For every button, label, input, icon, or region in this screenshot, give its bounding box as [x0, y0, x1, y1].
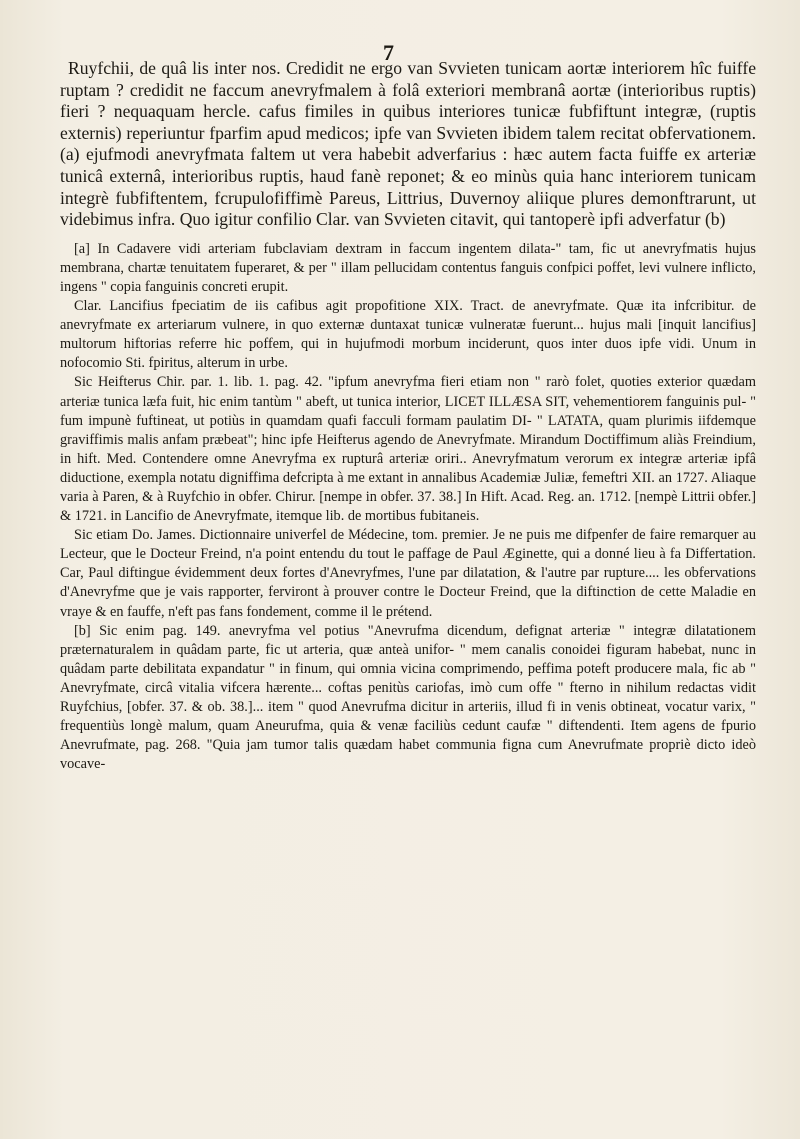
footnotes [60, 240, 756, 775]
footnote-heisterus: Sic Heifterus Chir. par. 1. lib. 1. pag. 42. "ipfum anevryfma fieri etiam non " rarò folet, quoties exterior quædam arteriæ tunica læfa fuit, hic enim tantùm " abeft, ut tunica interior, LICET ILLÆSA SIT, vehementiorem fanguinis pul- " fum impunè fuftineat, ut potiùs in quamdam quafi facculi formam paulatim DI- " LATATA, quam plurimis iifdemque graviffimis malis anfam præbeat"; hinc ipfe Heifterus agendo de Anevryfmate. Mirandum Doctiffimum aliàs Freindium, in hift. Med. Contendere omne Anevryfma ex rupturâ arteriæ oriri.. Anevryfmatum verorum ex integræ arteriæ ipfâ diductione, exempla notatu digniffima defcripta à me extant in annalibus Academiæ Juliæ, femeftri XII. an 1727. Aliaque varia à Paren, & à Ruyfchio in obfer. Chirur. [nempe in obfer. 37. 38.] In Hift. Acad. Reg. an. 1712. [nempè Littrii obfer.] & 1721. in Lancifio de Anevryfmate, itemque lib. de mortibus fubitaneis. [60, 374, 756, 525]
main-text [60, 58, 756, 231]
footnote-b: [b] Sic enim pag. 149. anevryfma vel potius "Anevrufma dicendum, defignat arteriæ " integræ dilatationem præternaturalem in quâdam parte, fic ut arteria, quæ anteà unifor- " mem canalis conoidei figuram habebat, nunc in quâdam parte debilitata expandatur " in finum, qui omnia vicina comprimendo, peffima poteft producere mala, fic ab " Anevryfmate, circâ vitalia vifcera hærente... coftas penitùs cariofas, imò cum offe " fterno in nihilum redactas vidit Ruyfchius, [obfer. 37. & ob. 38.]... item " quod Anevrufma dicitur in arteriis, illud fi in venis obtineat, vocatur varix, " frequentiùs longè malum, quam Aneurufma, quia & venæ faciliùs cedunt caufæ " diftendenti. Item agens de fpurio Anevrufmate, pag. 268. "Quia jam tumor talis quædam habet communia figna cum Anevrufmate propriè dicto ideò vocave- [60, 622, 756, 773]
page-number: 7 [383, 40, 394, 65]
main-paragraph: Ruyfchii, de quâ lis inter nos. Credidit ne ergo van Svvieten tunicam aortæ interiorem hîc fuiffe ruptam ? credidit ne faccum anevryfmalem à folâ exteriori membranâ aortæ (interioribus ruptis) fieri ? nequaquam hercle. cafus fimiles in quibus interiores tunicæ fubfiftunt integræ, (ruptis externis) reperiuntur fparfim apud medicos; ipfe van Svvieten ibidem talem recitat obfervationem. (a) ejufmodi anevryfmata faltem ut vera habebit adverfarius : hæc autem facta fuiffe ex arteriæ tunicâ externâ, interioribus ruptis, haud fanè reponet; & eo minùs quia hanc interiorem tunicam integrè fubfiftentem, fcrupulofiffimè Pareus, Littrius, Duvernoy aliique plures demonftrarunt, ut videbimus infra. Quo igitur confilio Clar. van Svvieten citavit, qui tantoperè ipfi adverfatur (b) [60, 58, 756, 230]
footnote-lancifius: Clar. Lancifius fpeciatim de iis cafibus agit propofitione XIX. Tract. de anevryfmate. Quæ ita infcribitur. de anevryfmate ex arteriarum vulnere, in quo externæ duntaxat tunicæ vulneratæ fuerunt... hujus mali [inquit lancifius] multorum hiftorias referre hic poffem, qui in hujufmodi morbum inciderunt, quos inter duos ipfe vidi. Unum in nofocomio Sti. fpiritus, alterum in urbe. [60, 298, 756, 372]
footnote-james: Sic etiam Do. James. Dictionnaire univerfel de Médecine, tom. premier. Je ne puis me difpenfer de faire remarquer au Lecteur, que le Docteur Freind, n'a point entendu du tout le paffage de Paul Æginette, qui a donné lieu à fa Differtation. Car, Paul diftingue évidemment deux fortes d'Anevryfmes, l'une par dilatation, & l'autre par rupture.... les obfervations d'Anevryfme que je vais rapporter, ferviront à prouver contre le Docteur Freind, que la diftinction de cette Maladie en vraye & en fauffe, n'eft pas fans fondement, comme il le prétend. [60, 527, 756, 620]
footnote-a: [a] In Cadavere vidi arteriam fubclaviam dextram in faccum ingentem dilata-" tam, fic ut anevryfmatis hujus membrana, chartæ tenuitatem fuperaret, & per " illam pellucidam contentus fanguis confpici poffet, levi vulnere inflicto, ingens " copia fanguinis concreti erupit. [60, 240, 756, 295]
